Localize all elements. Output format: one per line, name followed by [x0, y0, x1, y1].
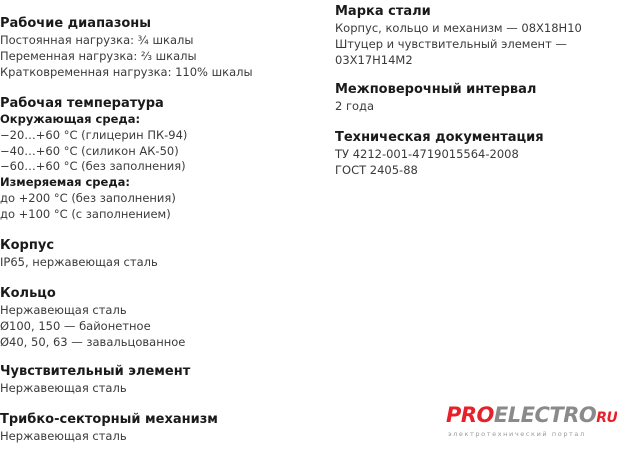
logo-tagline: электротехнический портал — [448, 430, 586, 438]
section-calibration-interval — [335, 82, 536, 115]
section-title: Рабочие диапазоны — [0, 16, 152, 31]
spec-line: IP65, нержавеющая сталь — [0, 255, 158, 269]
section-title: Марка стали — [335, 4, 431, 19]
section-working-temperature — [0, 96, 187, 223]
section-steel-grade — [335, 4, 582, 68]
section-working-ranges — [0, 16, 253, 80]
spec-line: до +100 °С (с заполнением) — [0, 206, 171, 221]
spec-line: Кратковременная нагрузка: 110% шкалы — [0, 64, 253, 79]
spec-line: Штуцер и чувствительный элемент — — [335, 36, 567, 51]
spec-line: −20…+60 °С (глицерин ПК-94) — [0, 127, 188, 142]
subheading-ambient: Окружающая среда: — [0, 112, 141, 126]
logo-pro: PRO — [446, 403, 494, 427]
section-technical-docs — [335, 130, 544, 179]
spec-line: ГОСТ 2405-88 — [335, 162, 418, 177]
section-title: Межповерочный интервал — [335, 82, 537, 97]
spec-line: Переменная нагрузка: ⅔ шкалы — [0, 48, 197, 63]
spec-line: −60…+60 °С (без заполнения) — [0, 159, 186, 174]
logo-wordmark — [446, 403, 617, 429]
section-title: Корпус — [0, 238, 55, 253]
spec-line: Нержавеющая сталь — [0, 381, 127, 395]
section-housing — [0, 238, 158, 271]
spec-line: Ø40, 50, 63 — завальцованное — [0, 334, 186, 349]
section-sensing-element — [0, 364, 190, 397]
spec-line: 2 года — [335, 99, 375, 113]
section-title: Кольцо — [0, 286, 56, 301]
spec-line: ТУ 4212-001-4719015564-2008 — [335, 147, 519, 161]
spec-line: 03Х17Н14М2 — [335, 52, 413, 67]
logo-electro: ELECTRO — [493, 403, 597, 427]
spec-line: Нержавеющая сталь — [0, 429, 127, 443]
spec-line: Ø100, 150 — байонетное — [0, 318, 151, 333]
section-title: Техническая документация — [335, 130, 544, 145]
section-title: Чувствительный элемент — [0, 364, 191, 379]
spec-line: Постоянная нагрузка: ¾ шкалы — [0, 33, 194, 47]
spec-line: до +200 °С (без заполнения) — [0, 190, 176, 205]
spec-line: Нержавеющая сталь — [0, 303, 127, 317]
logo-ru: RU — [596, 410, 617, 426]
spec-line: −40…+60 °С (силикон АК-50) — [0, 143, 179, 158]
section-title: Рабочая температура — [0, 96, 164, 111]
section-title: Трибко-секторный механизм — [0, 412, 218, 427]
section-mechanism — [0, 412, 218, 445]
subheading-measured: Измеряемая среда: — [0, 175, 130, 190]
proelectro-logo — [446, 403, 617, 444]
section-ring — [0, 286, 185, 350]
spec-line: Корпус, кольцо и механизм — 08Х18Н10 — [335, 21, 582, 35]
